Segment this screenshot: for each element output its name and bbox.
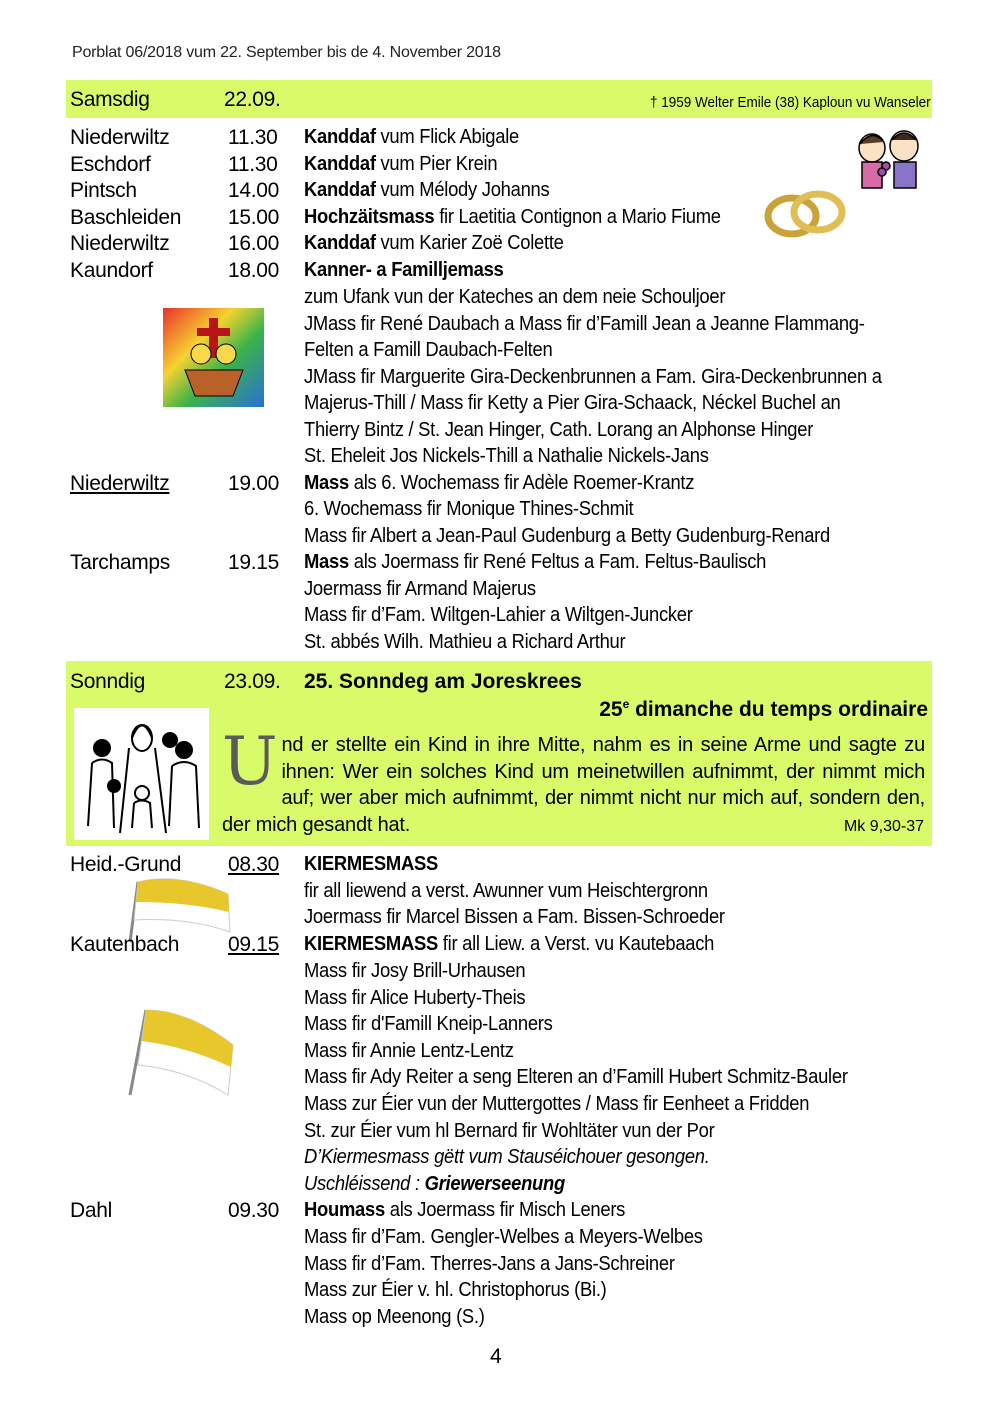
mass-entry: Kanddaf vum Karier Zoë Colette bbox=[304, 232, 564, 254]
mass-line: Thierry Bintz / St. Jean Hinger, Cath. Lorang an Alphonse Hinger bbox=[304, 418, 814, 441]
mass-line: JMass fir Marguerite Gira-Deckenbrunnen a Fam. Gira-Deckenbrunnen a bbox=[304, 365, 882, 388]
mass-entry: KIERMESMASS fir all Liew. a Verst. vu Kautebaach bbox=[304, 933, 715, 955]
sunday-subtitle: 25e dimanche du temps ordinaire bbox=[599, 697, 928, 721]
drop-cap: U bbox=[222, 723, 278, 800]
mass-entry: Mass als 6. Wochemass fir Adèle Roemer-Krantz bbox=[304, 472, 695, 494]
time-label: 14.00 bbox=[228, 179, 280, 202]
time-label: 19.00 bbox=[228, 472, 280, 495]
wedding-rings-icon bbox=[762, 186, 848, 245]
mass-line: Mass op Meenong (S.) bbox=[304, 1305, 485, 1328]
mass-line: St. Eheleit Jos Nickels-Thill a Nathalie Nickels-Jans bbox=[304, 445, 709, 467]
place-label: Niederwiltz bbox=[70, 232, 170, 255]
mass-line: Mass fir Albert a Jean-Paul Gudenburg a Betty Gudenburg-Renard bbox=[304, 525, 830, 547]
jesus-children-illustration bbox=[74, 708, 209, 840]
mass-entry: Mass als Joermass fir René Feltus a Fam. Feltus-Baulisch bbox=[304, 551, 767, 573]
mass-line: Joermass fir Marcel Bissen a Fam. Bissen-Schroeder bbox=[304, 906, 725, 928]
day-label: Samsdig bbox=[70, 88, 150, 111]
mass-line: JMass fir René Daubach a Mass fir d’Famill Jean a Jeanne Flammang- bbox=[304, 312, 865, 335]
time-label: 19.15 bbox=[228, 551, 280, 574]
mass-entry: Houmass als Joermass fir Misch Leners bbox=[304, 1199, 626, 1221]
sunday-title: 25. Sonndeg am Joreskrees bbox=[304, 670, 582, 693]
catechesis-logo bbox=[163, 308, 264, 407]
time-label: 11.30 bbox=[228, 126, 278, 149]
mass-line: zum Ufank vun der Kateches an dem neie Schouljoer bbox=[304, 286, 726, 308]
time-label: 18.00 bbox=[228, 258, 280, 282]
place-label: Pintsch bbox=[70, 179, 137, 202]
place-label: Baschleiden bbox=[70, 205, 182, 229]
mass-entry: Kanner- a Familljemass bbox=[304, 258, 504, 281]
place-label: Eschdorf bbox=[70, 152, 151, 176]
mass-entry: Kanddaf vum Mélody Johanns bbox=[304, 179, 550, 201]
mass-line: fir all liewend a verst. Awunner vum Heischtergronn bbox=[304, 880, 708, 902]
blessing-note: Uschléissend : Griewerseenung bbox=[304, 1173, 565, 1195]
mass-line: Mass fir Ady Reiter a seng Elteren an d’Famill Hubert Schmitz-Bauler bbox=[304, 1066, 848, 1089]
choir-note: D’Kiermesmass gëtt vum Stauséichouer gesongen. bbox=[304, 1146, 710, 1168]
mass-line: Mass fir Alice Huberty-Theis bbox=[304, 986, 526, 1009]
place-label: Niederwiltz bbox=[70, 126, 170, 149]
mass-line: Mass fir d'Famill Kneip-Lanners bbox=[304, 1013, 553, 1036]
gospel-quote: Und er stellte ein Kind in ihre Mitte, nahm es in seine Arme und sagte zu ihnen: Wer ein solches Kind um meinetwillen aufnimmt, der nimmt mich auf; wer aber mich aufnimmt, der nimmt nicht nur mich auf, sondern den, der mich gesandt hat. bbox=[222, 723, 925, 836]
mass-line: St. abbés Wilh. Mathieu a Richard Arthur bbox=[304, 631, 626, 653]
date-label: 23.09. bbox=[224, 670, 281, 693]
mass-line: St. zur Éier vum hl Bernard fir Wohltäter vun der Por bbox=[304, 1119, 715, 1142]
page-header: Porblat 06/2018 vum 22. September bis de 4. November 2018 bbox=[72, 44, 501, 61]
mass-line: 6. Wochemass fir Monique Thines-Schmit bbox=[304, 498, 634, 520]
page-number: 4 bbox=[490, 1345, 502, 1368]
children-illustration bbox=[852, 126, 928, 197]
day-label: Sonndig bbox=[70, 670, 145, 693]
date-label: 22.09. bbox=[224, 88, 281, 111]
obituary-note: † 1959 Welter Emile (38) Kaploun vu Wanseler bbox=[650, 94, 931, 111]
place-label: Dahl bbox=[70, 1199, 112, 1222]
place-label: Kautenbach bbox=[70, 933, 180, 956]
mass-line: Mass fir d’Fam. Wiltgen-Lahier a Wiltgen-Juncker bbox=[304, 604, 693, 626]
time-label: 15.00 bbox=[228, 205, 280, 229]
mass-line: Mass fir Annie Lentz-Lentz bbox=[304, 1039, 514, 1062]
mass-line: Mass zur Éier v. hl. Christophorus (Bi.) bbox=[304, 1279, 607, 1302]
place-label: Niederwiltz bbox=[70, 472, 170, 495]
mass-line: Joermass fir Armand Majerus bbox=[304, 578, 536, 600]
time-label: 16.00 bbox=[228, 232, 280, 255]
mass-line: Mass fir Josy Brill-Urhausen bbox=[304, 960, 526, 982]
gospel-reference: Mk 9,30-37 bbox=[843, 818, 924, 835]
mass-entry: Kanddaf vum Flick Abigale bbox=[304, 126, 519, 148]
time-label: 09.30 bbox=[228, 1199, 280, 1222]
mass-line: Felten a Famill Daubach-Felten bbox=[304, 339, 553, 361]
mass-entry: Kanddaf vum Pier Krein bbox=[304, 152, 498, 175]
place-label: Kaundorf bbox=[70, 258, 153, 282]
mass-entry: KIERMESMASS bbox=[304, 853, 438, 875]
time-label: 09.15 bbox=[228, 933, 280, 956]
time-label: 11.30 bbox=[228, 152, 278, 176]
mass-line: Mass zur Éier vun der Muttergottes / Mass fir Eenheet a Fridden bbox=[304, 1093, 810, 1115]
mass-line: Majerus-Thill / Mass fir Ketty a Pier Gira-Schaack, Néckel Buchel an bbox=[304, 392, 841, 414]
time-label: 08.30 bbox=[228, 853, 280, 876]
mass-line: Mass fir d’Fam. Therres-Jans a Jans-Schreiner bbox=[304, 1252, 675, 1275]
mass-entry: Hochzäitsmass fir Laetitia Contignon a Mario Fiume bbox=[304, 205, 721, 228]
place-label: Tarchamps bbox=[70, 551, 171, 574]
church-flag-icon bbox=[118, 1005, 243, 1105]
mass-line: Mass fir d’Fam. Gengler-Welbes a Meyers-Welbes bbox=[304, 1226, 703, 1248]
place-label: Heid.-Grund bbox=[70, 853, 182, 876]
